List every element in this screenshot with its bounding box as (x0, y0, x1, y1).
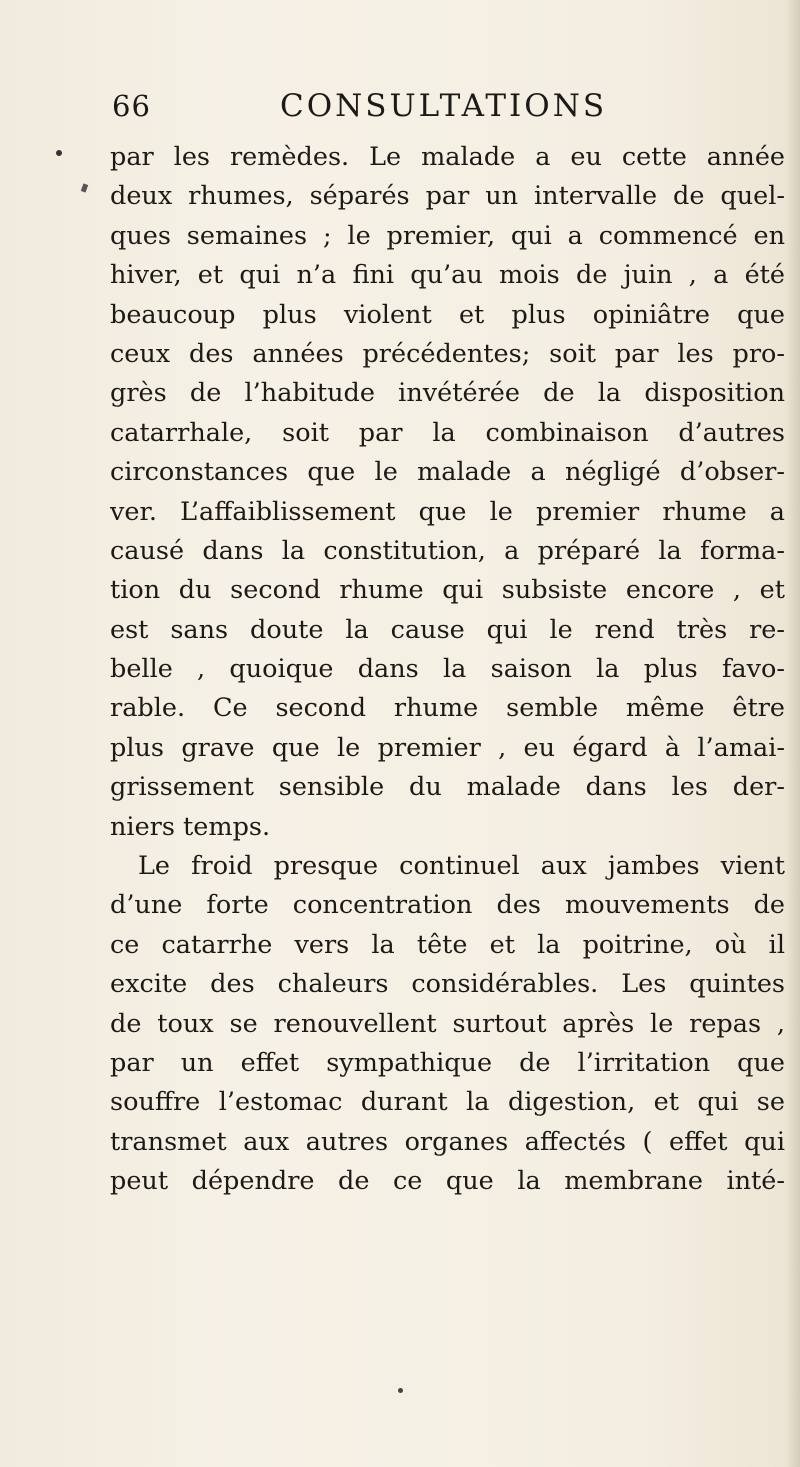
text-line: deux rhumes, séparés par un intervalle de quel- (110, 181, 785, 212)
page-header (112, 86, 752, 126)
text-line-paragraph-start: Le froid presque continuel aux jambes vient (138, 851, 785, 882)
text-line: beaucoup plus violent et plus opiniâtre que (110, 299, 785, 330)
text-line: circonstances que le malade a négligé d’obser- (110, 457, 785, 488)
running-head: CONSULTATIONS (280, 88, 608, 124)
text-line: d’une forte concentration des mouvements de (110, 890, 785, 921)
text-line: tion du second rhume qui subsiste encore , et (110, 575, 785, 606)
text-line: ceux des années précédentes; soit par les pro- (110, 338, 785, 369)
text-line: par les remèdes. Le malade a eu cette année (110, 142, 785, 172)
body-text (110, 138, 785, 1202)
page-number: 66 (112, 89, 151, 123)
text-line: plus grave que le premier , eu égard à l’amai- (110, 732, 785, 763)
text-line: ver. L’affaiblissement que le premier rhume a (110, 496, 785, 527)
page-edge-shadow (786, 0, 800, 1467)
text-line: grès de l’habitude invétérée de la disposition (110, 378, 785, 409)
text-line: catarrhale, soit par la combinaison d’autres (110, 417, 785, 448)
text-line: causé dans la constitution, a préparé la forma- (110, 535, 785, 566)
text-line: est sans doute la cause qui le rend très re- (110, 614, 785, 645)
text-line: de toux se renouvellent surtout après le repas , (110, 1008, 785, 1039)
text-line: peut dépendre de ce que la membrane inté- (110, 1166, 785, 1197)
margin-mark (81, 183, 88, 192)
text-line: rable. Ce second rhume semble même être (110, 693, 785, 724)
text-line: hiver, et qui n’a fini qu’au mois de juin , a été (110, 260, 785, 291)
text-line: excite des chaleurs considérables. Les quintes (110, 969, 785, 1000)
text-line: belle , quoique dans la saison la plus favo- (110, 654, 785, 685)
text-line-paragraph-end: niers temps. (110, 811, 271, 842)
text-line: ce catarrhe vers la tête et la poitrine, où il (110, 929, 785, 960)
text-line: par un effet sympathique de l’irritation que (110, 1047, 785, 1078)
text-line: souffre l’estomac durant la digestion, et qui se (110, 1087, 785, 1118)
text-line: grissement sensible du malade dans les der- (110, 772, 785, 803)
margin-dot (56, 150, 62, 156)
text-line: ques semaines ; le premier, qui a commencé en (110, 220, 785, 251)
page-speck (398, 1388, 403, 1393)
text-line: transmet aux autres organes affectés ( effet qui (110, 1126, 785, 1157)
